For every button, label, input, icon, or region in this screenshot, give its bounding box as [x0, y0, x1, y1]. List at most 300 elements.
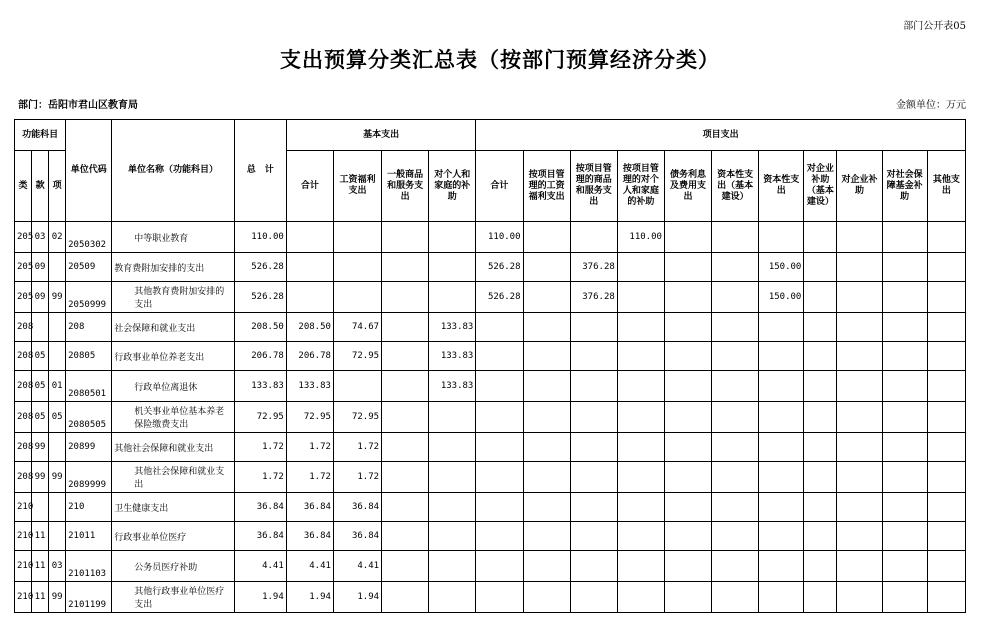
cell-project-value — [664, 402, 711, 433]
cell-project-value — [927, 551, 965, 582]
cell-basic-value: 133.83 — [286, 371, 333, 402]
cell-project-value — [570, 371, 617, 402]
cell-lei: 210 — [15, 582, 32, 613]
cell-basic-value — [286, 253, 333, 282]
header-project-col: 合计 — [476, 151, 523, 222]
header-basic-col: 合计 — [286, 151, 333, 222]
cell-project-value — [759, 222, 804, 253]
cell-lei: 208 — [15, 313, 32, 342]
cell-project-value — [617, 371, 664, 402]
cell-xiang — [49, 493, 66, 522]
cell-project-value — [882, 433, 927, 462]
cell-project-value: 110.00 — [476, 222, 523, 253]
cell-project-value — [476, 462, 523, 493]
cell-project-value — [837, 282, 882, 313]
cell-basic-value — [429, 493, 476, 522]
cell-project-value — [476, 371, 523, 402]
cell-project-value — [617, 493, 664, 522]
cell-project-value — [712, 402, 759, 433]
cell-project-value — [570, 222, 617, 253]
cell-basic-value — [333, 371, 381, 402]
cell-project-value — [837, 522, 882, 551]
cell-xiang — [49, 342, 66, 371]
cell-basic-value: 1.72 — [286, 433, 333, 462]
table-row — [15, 522, 966, 551]
cell-unit-code: 208 — [66, 313, 112, 342]
cell-kuan: 11 — [32, 522, 49, 551]
cell-basic-value: 74.67 — [333, 313, 381, 342]
cell-basic-value: 1.72 — [286, 462, 333, 493]
cell-project-value — [882, 253, 927, 282]
cell-project-value — [523, 582, 570, 613]
cell-project-value — [664, 522, 711, 551]
header-kuan: 款 — [32, 151, 49, 222]
cell-unit-name: 中等职业教育 — [112, 222, 234, 253]
cell-project-value — [476, 582, 523, 613]
cell-xiang: 01 — [49, 371, 66, 402]
cell-project-value — [523, 282, 570, 313]
cell-project-value — [837, 493, 882, 522]
cell-total: 208.50 — [234, 313, 286, 342]
cell-basic-value: 72.95 — [333, 342, 381, 371]
cell-basic-value — [382, 342, 429, 371]
cell-project-value — [712, 582, 759, 613]
cell-total: 1.72 — [234, 462, 286, 493]
cell-project-value — [617, 582, 664, 613]
table-row — [15, 551, 966, 582]
cell-basic-value — [429, 253, 476, 282]
cell-kuan: 03 — [32, 222, 49, 253]
cell-kuan — [32, 313, 49, 342]
cell-lei: 205 — [15, 282, 32, 313]
header-lei: 类 — [15, 151, 32, 222]
cell-project-value — [837, 551, 882, 582]
cell-project-value — [927, 522, 965, 551]
cell-unit-name: 公务员医疗补助 — [112, 551, 234, 582]
cell-project-value — [927, 222, 965, 253]
cell-project-value — [523, 522, 570, 551]
cell-unit-code: 20805 — [66, 342, 112, 371]
cell-kuan — [32, 493, 49, 522]
table-row — [15, 402, 966, 433]
table-row — [15, 342, 966, 371]
header-basic-col: 工资福利支出 — [333, 151, 381, 222]
cell-project-value — [617, 342, 664, 371]
cell-project-value — [804, 222, 837, 253]
cell-xiang — [49, 253, 66, 282]
cell-basic-value — [382, 582, 429, 613]
cell-project-value — [712, 313, 759, 342]
header-project-col: 对社会保障基金补助 — [882, 151, 927, 222]
cell-basic-value: 133.83 — [429, 371, 476, 402]
cell-project-value — [837, 342, 882, 371]
table-row — [15, 222, 966, 253]
cell-basic-value — [429, 582, 476, 613]
cell-basic-value: 36.84 — [286, 522, 333, 551]
cell-basic-value — [429, 222, 476, 253]
cell-project-value — [927, 462, 965, 493]
cell-total: 133.83 — [234, 371, 286, 402]
cell-basic-value — [333, 222, 381, 253]
cell-total: 206.78 — [234, 342, 286, 371]
cell-basic-value: 36.84 — [286, 493, 333, 522]
cell-unit-name: 行政事业单位医疗 — [112, 522, 234, 551]
cell-basic-value — [429, 282, 476, 313]
cell-project-value — [759, 522, 804, 551]
cell-project-value — [664, 342, 711, 371]
cell-project-value — [759, 371, 804, 402]
cell-unit-name: 卫生健康支出 — [112, 493, 234, 522]
cell-lei: 208 — [15, 402, 32, 433]
cell-unit-code: 2101199 — [66, 582, 112, 613]
cell-project-value — [570, 462, 617, 493]
cell-lei: 208 — [15, 433, 32, 462]
cell-project-value — [882, 402, 927, 433]
cell-unit-name: 机关事业单位基本养老保险缴费支出 — [112, 402, 234, 433]
cell-project-value — [617, 522, 664, 551]
header-unit-code: 单位代码 — [66, 120, 112, 222]
cell-project-value — [617, 433, 664, 462]
cell-basic-value — [429, 402, 476, 433]
cell-project-value — [837, 402, 882, 433]
cell-project-value — [837, 582, 882, 613]
cell-total: 526.28 — [234, 253, 286, 282]
cell-project-value — [837, 313, 882, 342]
cell-project-value — [523, 433, 570, 462]
cell-basic-value — [382, 253, 429, 282]
cell-basic-value — [382, 222, 429, 253]
cell-project-value — [804, 433, 837, 462]
cell-basic-value — [429, 551, 476, 582]
cell-project-value — [927, 313, 965, 342]
cell-project-value — [617, 402, 664, 433]
cell-project-value — [759, 582, 804, 613]
cell-project-value — [476, 402, 523, 433]
cell-project-value — [617, 313, 664, 342]
cell-project-value: 150.00 — [759, 282, 804, 313]
cell-project-value — [617, 551, 664, 582]
cell-project-value — [804, 522, 837, 551]
cell-project-value — [927, 282, 965, 313]
header-project-col: 按项目管理的对个人和家庭的补助 — [617, 151, 664, 222]
cell-project-value — [712, 522, 759, 551]
cell-project-value — [712, 462, 759, 493]
cell-project-value — [804, 371, 837, 402]
header-basic-col: 对个人和家庭的补助 — [429, 151, 476, 222]
cell-project-value: 150.00 — [759, 253, 804, 282]
cell-unit-name: 行政事业单位养老支出 — [112, 342, 234, 371]
cell-project-value — [523, 462, 570, 493]
cell-kuan: 99 — [32, 462, 49, 493]
cell-xiang — [49, 433, 66, 462]
cell-basic-value — [382, 282, 429, 313]
header-func-subject: 功能科目 — [15, 120, 66, 151]
cell-unit-code: 21011 — [66, 522, 112, 551]
cell-project-value — [570, 522, 617, 551]
department-label: 部门：岳阳市君山区教育局 — [18, 100, 138, 111]
cell-project-value — [664, 253, 711, 282]
cell-project-value — [804, 253, 837, 282]
cell-project-value — [759, 433, 804, 462]
cell-unit-name: 其他行政事业单位医疗支出 — [112, 582, 234, 613]
cell-kuan: 11 — [32, 551, 49, 582]
cell-total: 110.00 — [234, 222, 286, 253]
cell-total: 1.72 — [234, 433, 286, 462]
cell-kuan: 99 — [32, 433, 49, 462]
cell-project-value — [476, 342, 523, 371]
cell-unit-code: 2101103 — [66, 551, 112, 582]
cell-unit-code: 2080505 — [66, 402, 112, 433]
table-row — [15, 313, 966, 342]
header-basic-expenditure: 基本支出 — [286, 120, 476, 151]
cell-project-value — [804, 493, 837, 522]
cell-project-value — [882, 522, 927, 551]
cell-project-value — [759, 402, 804, 433]
cell-basic-value — [382, 493, 429, 522]
cell-unit-code: 210 — [66, 493, 112, 522]
cell-project-value — [523, 313, 570, 342]
cell-xiang: 99 — [49, 462, 66, 493]
cell-project-value — [759, 551, 804, 582]
header-project-col: 对企业补助（基本建设） — [804, 151, 837, 222]
cell-xiang — [49, 313, 66, 342]
header-project-col: 其他支出 — [927, 151, 965, 222]
cell-xiang: 99 — [49, 282, 66, 313]
cell-project-value — [804, 282, 837, 313]
cell-basic-value — [286, 222, 333, 253]
table-row — [15, 433, 966, 462]
cell-project-value: 526.28 — [476, 253, 523, 282]
table-row — [15, 582, 966, 613]
cell-basic-value: 208.50 — [286, 313, 333, 342]
header-project-col: 按项目管理的商品和服务支出 — [570, 151, 617, 222]
cell-project-value — [570, 342, 617, 371]
header-xiang: 项 — [49, 151, 66, 222]
form-number-label: 部门公开表05 — [903, 21, 966, 32]
cell-project-value — [712, 222, 759, 253]
cell-kuan: 11 — [32, 582, 49, 613]
cell-project-value — [476, 493, 523, 522]
cell-project-value — [804, 551, 837, 582]
cell-basic-value — [286, 282, 333, 313]
cell-project-value — [759, 313, 804, 342]
cell-project-value — [927, 433, 965, 462]
header-total: 总 计 — [234, 120, 286, 222]
cell-project-value — [882, 282, 927, 313]
cell-project-value — [476, 313, 523, 342]
cell-total: 36.84 — [234, 522, 286, 551]
cell-xiang: 03 — [49, 551, 66, 582]
cell-project-value — [882, 222, 927, 253]
cell-project-value — [476, 433, 523, 462]
cell-project-value — [570, 551, 617, 582]
cell-project-value — [476, 551, 523, 582]
cell-basic-value: 4.41 — [286, 551, 333, 582]
cell-project-value — [804, 313, 837, 342]
cell-basic-value — [333, 253, 381, 282]
cell-total: 36.84 — [234, 493, 286, 522]
header-project-expenditure: 项目支出 — [476, 120, 966, 151]
cell-basic-value — [382, 551, 429, 582]
cell-basic-value: 4.41 — [333, 551, 381, 582]
header-project-col: 按项目管理的工资福利支出 — [523, 151, 570, 222]
cell-project-value — [804, 342, 837, 371]
cell-kuan: 05 — [32, 342, 49, 371]
cell-project-value: 110.00 — [617, 222, 664, 253]
cell-project-value — [712, 342, 759, 371]
cell-lei: 210 — [15, 551, 32, 582]
cell-basic-value — [429, 462, 476, 493]
page-title: 支出预算分类汇总表（按部门预算经济分类） — [280, 47, 720, 72]
table-row — [15, 462, 966, 493]
cell-project-value — [617, 253, 664, 282]
cell-project-value — [712, 371, 759, 402]
cell-unit-code: 2089999 — [66, 462, 112, 493]
cell-total: 72.95 — [234, 402, 286, 433]
cell-project-value — [664, 433, 711, 462]
cell-kuan: 09 — [32, 282, 49, 313]
cell-project-value — [837, 253, 882, 282]
cell-project-value — [927, 371, 965, 402]
cell-unit-code: 2050302 — [66, 222, 112, 253]
cell-project-value — [712, 551, 759, 582]
expenditure-summary-table — [14, 119, 966, 613]
cell-project-value — [523, 371, 570, 402]
cell-project-value — [804, 402, 837, 433]
header-project-col: 资本性支出（基本建设） — [712, 151, 759, 222]
cell-basic-value: 72.95 — [286, 402, 333, 433]
cell-project-value — [759, 342, 804, 371]
cell-project-value — [617, 282, 664, 313]
cell-project-value — [927, 402, 965, 433]
cell-project-value — [570, 493, 617, 522]
cell-project-value — [837, 433, 882, 462]
cell-project-value — [712, 493, 759, 522]
cell-lei: 210 — [15, 522, 32, 551]
cell-project-value — [523, 342, 570, 371]
cell-basic-value: 1.94 — [286, 582, 333, 613]
cell-project-value — [712, 433, 759, 462]
cell-project-value — [523, 253, 570, 282]
cell-kuan: 09 — [32, 253, 49, 282]
cell-project-value — [476, 522, 523, 551]
cell-project-value — [617, 462, 664, 493]
cell-project-value — [570, 582, 617, 613]
cell-project-value — [882, 551, 927, 582]
header-project-col: 资本性支出 — [759, 151, 804, 222]
header-project-col: 对企业补助 — [837, 151, 882, 222]
cell-project-value — [664, 222, 711, 253]
cell-total: 1.94 — [234, 582, 286, 613]
cell-project-value — [523, 493, 570, 522]
cell-project-value — [927, 342, 965, 371]
cell-lei: 208 — [15, 342, 32, 371]
cell-project-value — [664, 313, 711, 342]
cell-project-value — [837, 222, 882, 253]
cell-basic-value — [429, 522, 476, 551]
cell-unit-code: 2050999 — [66, 282, 112, 313]
cell-unit-name: 行政单位离退休 — [112, 371, 234, 402]
table-row — [15, 282, 966, 313]
cell-unit-name: 社会保障和就业支出 — [112, 313, 234, 342]
cell-lei: 208 — [15, 462, 32, 493]
cell-project-value — [759, 462, 804, 493]
cell-project-value — [882, 582, 927, 613]
cell-xiang: 99 — [49, 582, 66, 613]
cell-project-value — [882, 371, 927, 402]
cell-basic-value: 133.83 — [429, 342, 476, 371]
cell-project-value: 376.28 — [570, 282, 617, 313]
cell-total: 4.41 — [234, 551, 286, 582]
cell-unit-code: 20509 — [66, 253, 112, 282]
header-basic-col: 一般商品和服务支出 — [382, 151, 429, 222]
cell-kuan: 05 — [32, 402, 49, 433]
cell-basic-value: 36.84 — [333, 493, 381, 522]
cell-project-value — [664, 551, 711, 582]
cell-kuan: 05 — [32, 371, 49, 402]
cell-basic-value — [333, 282, 381, 313]
cell-total: 526.28 — [234, 282, 286, 313]
cell-unit-code: 20899 — [66, 433, 112, 462]
cell-project-value — [882, 462, 927, 493]
cell-basic-value — [382, 522, 429, 551]
cell-basic-value: 1.72 — [333, 433, 381, 462]
cell-project-value: 376.28 — [570, 253, 617, 282]
cell-unit-name: 其他教育费附加安排的支出 — [112, 282, 234, 313]
cell-lei: 205 — [15, 253, 32, 282]
cell-project-value — [804, 582, 837, 613]
header-project-col: 债务利息及费用支出 — [664, 151, 711, 222]
cell-basic-value: 72.95 — [333, 402, 381, 433]
cell-project-value — [804, 462, 837, 493]
cell-basic-value — [382, 371, 429, 402]
cell-project-value — [664, 371, 711, 402]
cell-project-value — [927, 253, 965, 282]
cell-project-value — [759, 493, 804, 522]
cell-project-value — [882, 342, 927, 371]
table-row — [15, 493, 966, 522]
cell-project-value — [927, 493, 965, 522]
cell-basic-value — [429, 433, 476, 462]
cell-basic-value — [382, 402, 429, 433]
cell-project-value — [712, 282, 759, 313]
header-unit-name: 单位名称（功能科目） — [112, 120, 234, 222]
cell-project-value — [882, 493, 927, 522]
cell-unit-name: 其他社会保障和就业支出 — [112, 433, 234, 462]
cell-project-value — [523, 402, 570, 433]
cell-basic-value: 206.78 — [286, 342, 333, 371]
cell-basic-value: 133.83 — [429, 313, 476, 342]
cell-unit-name: 教育费附加安排的支出 — [112, 253, 234, 282]
cell-project-value — [570, 313, 617, 342]
cell-lei: 205 — [15, 222, 32, 253]
cell-unit-code: 2080501 — [66, 371, 112, 402]
cell-project-value — [837, 462, 882, 493]
cell-xiang: 02 — [49, 222, 66, 253]
cell-basic-value — [382, 433, 429, 462]
cell-xiang — [49, 522, 66, 551]
cell-project-value — [664, 582, 711, 613]
table-row — [15, 253, 966, 282]
cell-project-value — [712, 253, 759, 282]
cell-lei: 210 — [15, 493, 32, 522]
cell-project-value — [882, 313, 927, 342]
cell-lei: 208 — [15, 371, 32, 402]
cell-project-value — [927, 582, 965, 613]
cell-project-value — [523, 551, 570, 582]
cell-project-value — [664, 282, 711, 313]
cell-basic-value — [382, 313, 429, 342]
